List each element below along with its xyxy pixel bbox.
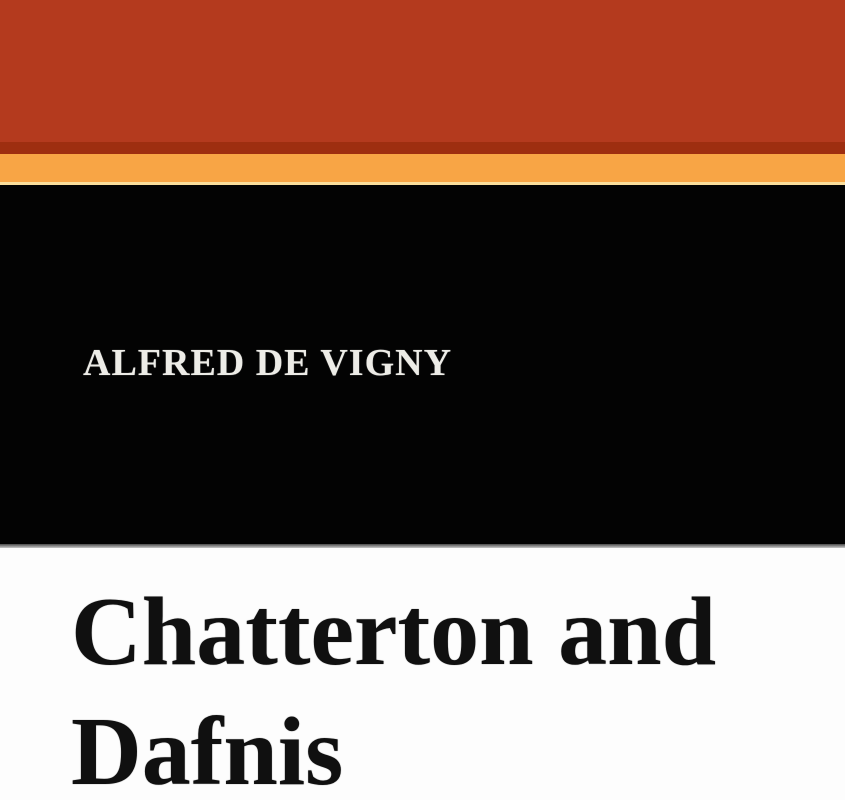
- dark-red-stripe: [0, 142, 845, 154]
- book-title: [71, 572, 716, 800]
- book-title-line-2: Dafnis: [71, 698, 344, 800]
- orange-stripe: [0, 154, 845, 182]
- author-name: ALFRED DE VIGNY: [83, 342, 453, 384]
- book-title-line-1: Chatterton and: [71, 578, 717, 686]
- top-red-band: [0, 0, 845, 142]
